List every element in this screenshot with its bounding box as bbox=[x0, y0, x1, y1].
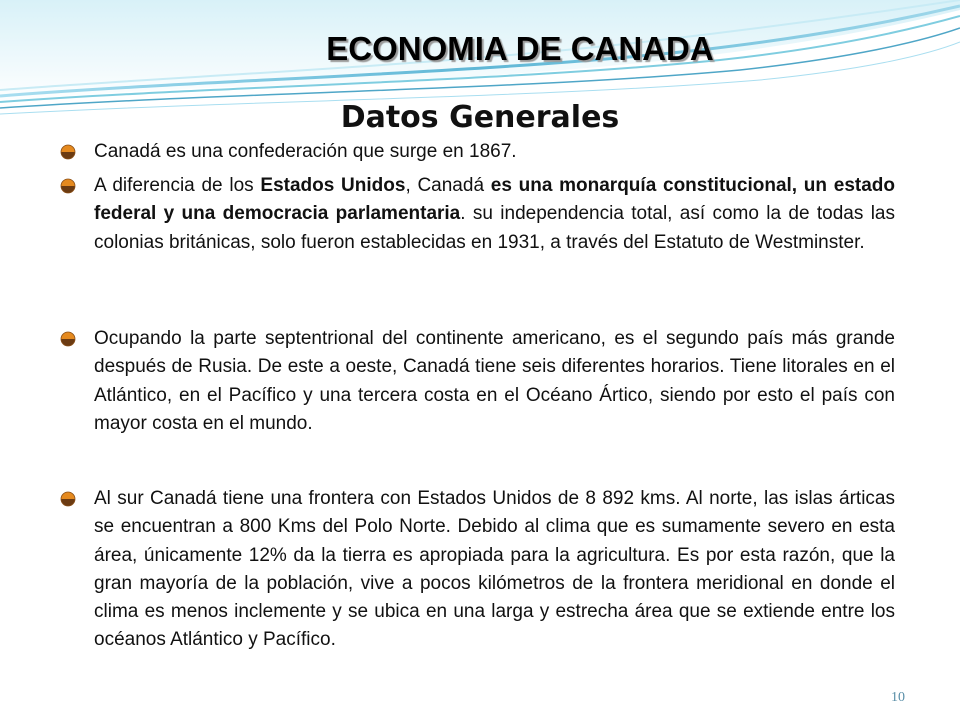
bullet-text-bold: es una monarquía constitucional, un estado federal y una democracia parlamentaria bbox=[94, 175, 895, 225]
bullet-text bbox=[94, 172, 895, 257]
bullet-item bbox=[60, 325, 895, 438]
bullet-text: Ocupando la parte septentrional del continente americano, es el segundo país más grande después de Rusia. De este a oeste, Canadá tiene seis diferentes horarios. Tiene litorales en el Atlántico, en el Pacífico y una tercera costa en el Océano Ártico, siendo por esto el país con mayor costa en el mundo. bbox=[94, 328, 895, 434]
bullet-text-part: A diferencia de los bbox=[94, 175, 261, 196]
bullet-icon bbox=[60, 144, 76, 160]
bullet-item bbox=[60, 172, 895, 257]
bullet-text-bold: Estados Unidos bbox=[260, 175, 406, 196]
bullet-icon bbox=[60, 178, 76, 194]
bullet-text: Al sur Canadá tiene una frontera con Estados Unidos de 8 892 kms. Al norte, las islas árticas se encuentran a 800 Kms del Polo Norte. Debido al clima que es sumamente severo en esta área, únicamente 12% da la tierra es apropiada para la agricultura. Es por esta razón, que la gran mayoría de la población, vive a pocos kilómetros de la frontera meridional en donde el clima es menos inclemente y se ubica en una larga y estrecha área que se extiende entre los océanos Atlántico y Pacífico. bbox=[94, 488, 895, 651]
bullet-item bbox=[60, 138, 895, 166]
bullet-icon bbox=[60, 331, 76, 347]
bullet-icon bbox=[60, 491, 76, 507]
slide-title: ECONOMIA DE CANADA bbox=[326, 30, 714, 67]
bullet-text: Canadá es una confederación que surge en 1867. bbox=[94, 141, 517, 162]
page-number: 10 bbox=[891, 690, 905, 705]
bullet-text-part: , Canadá bbox=[405, 175, 491, 196]
slide-subtitle: Datos Generales bbox=[340, 100, 620, 135]
bullet-item bbox=[60, 485, 895, 655]
bullet-text-part: . su independencia total, así como la de todas las colonias británicas, solo fueron establecidas en 1931, a través del Estatuto de Westminster. bbox=[94, 203, 896, 253]
